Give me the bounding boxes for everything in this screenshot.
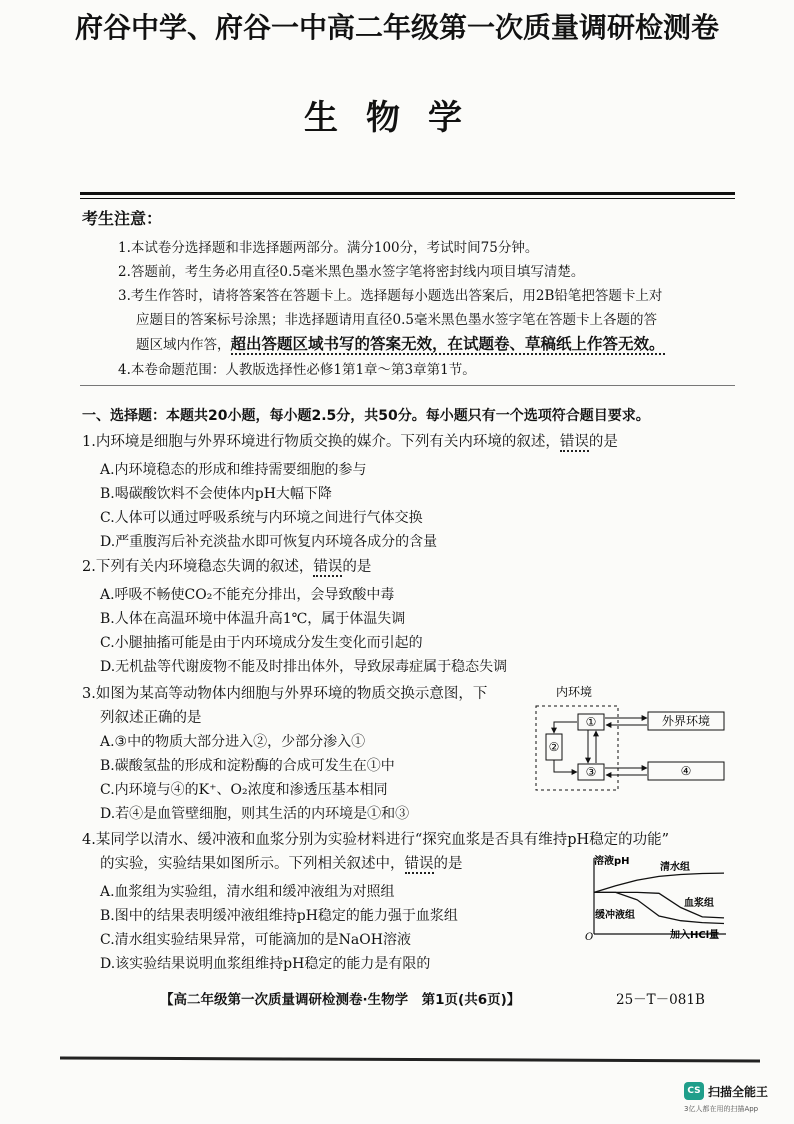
q4-option-d: D.该实验结果说明血浆组维持pH稳定的能力是有限的 <box>100 956 431 972</box>
q4-option-c: C.清水组实验结果异常，可能滴加的是NaOH溶液 <box>100 932 411 948</box>
q4-stem-end: 的是 <box>433 856 463 872</box>
notice-item-4: 4.本卷命题范围：人教版选择性必修1第1章～第3章第1节。 <box>118 362 476 378</box>
y-axis-label: 溶液pH <box>594 856 630 867</box>
q2-option-a: A.呼吸不畅使CO₂不能充分排出，会导致酸中毒 <box>100 587 395 603</box>
q4-stem-1: 4.某同学以清水、缓冲液和血浆分别为实验材料进行“探究血浆是否具有维持pH稳定的功能” <box>82 832 670 848</box>
exam-title: 府谷中学、府谷一中高二年级第一次质量调研检测卷 <box>74 11 719 44</box>
section-heading: 一、选择题：本题共20小题，每小题2.5分，共50分。每小题只有一个选项符合题目要求。 <box>82 408 650 424</box>
q2-stem-text: 2.下列有关内环境稳态失调的叙述， <box>82 559 314 575</box>
q1-stem <box>82 430 618 451</box>
notice-item-2: 2.答题前，考生务必用直径0.5毫米黑色墨水签字笔将密封线内项目填写清楚。 <box>118 264 585 280</box>
q1-stem-end: 的是 <box>588 434 618 450</box>
q4-option-b: B.图中的结果表明缓冲液组维持pH稳定的能力强于血浆组 <box>100 908 458 924</box>
arrow-1-2 <box>554 722 577 733</box>
q1-option-d: D.严重腹泻后补充淡盐水即可恢复内环境各成分的含量 <box>100 534 438 550</box>
q1-emphasis: 错误 <box>559 434 589 450</box>
x-axis-label: 加入HCl量 <box>670 930 720 941</box>
origin-label: O <box>585 932 594 943</box>
q2-option-b: B.人体在高温环境中体温升高1℃，属于体温失调 <box>100 611 406 627</box>
notice-item-3b: 应题目的答案标号涂黑；非选择题请用直径0.5毫米黑色墨水签字笔在答题卡上各题的答 <box>136 312 657 328</box>
footer-title: 【高二年级第一次质量调研检测卷·生物学 第1页(共6页)】 <box>160 992 521 1008</box>
notice-item-3c <box>136 332 665 354</box>
scanner-logo-icon: CS <box>684 1082 704 1100</box>
scanner-brand-name: 扫描全能王 <box>708 1085 769 1099</box>
top-rule-thick <box>80 192 735 195</box>
bottom-scan-edge <box>60 1056 760 1062</box>
arrow-2-3 <box>554 760 577 772</box>
scanner-brand-sub: 3亿人都在用的扫描App <box>684 1105 759 1113</box>
q3-option-a: A.③中的物质大部分进入②，少部分渗入① <box>100 734 366 750</box>
notice-item-1: 1.本试卷分选择题和非选择题两部分。满分100分，考试时间75分钟。 <box>118 240 539 256</box>
q2-emphasis: 错误 <box>313 559 343 575</box>
q3-option-b: B.碳酸氢盐的形成和淀粉酶的合成可发生在①中 <box>100 758 395 774</box>
q2-option-d: D.无机盐等代谢废物不能及时排出体外，导致尿毒症属于稳态失调 <box>100 659 508 675</box>
q2-stem <box>82 555 371 576</box>
q3-option-d: D.若④是血管壁细胞，则其生活的内环境是①和③ <box>100 806 410 822</box>
series-label-plasma: 血浆组 <box>684 898 714 909</box>
footer-code: 25－T－081B <box>616 992 705 1008</box>
series-water-line <box>594 873 724 892</box>
label-4: ④ <box>680 764 692 778</box>
q3-diagram <box>528 682 730 802</box>
q1-option-a: A.内环境稳态的形成和维持需要细胞的参与 <box>100 462 367 478</box>
label-3: ③ <box>585 765 597 779</box>
notice-item-3c-text: 题区域内作答， <box>136 337 231 353</box>
q4-chart <box>584 852 732 944</box>
series-label-buffer: 缓冲液组 <box>595 910 635 921</box>
q2-option-c: C.小腿抽搐可能是由于内环境成分发生变化而引起的 <box>100 635 423 651</box>
notice-emphasis: 超出答题区域书写的答案无效，在试题卷、草稿纸上作答无效。 <box>230 335 665 353</box>
q1-option-b: B.喝碳酸饮料不会使体内pH大幅下降 <box>100 486 332 502</box>
label-2: ② <box>548 740 560 754</box>
series-label-water: 清水组 <box>660 862 690 873</box>
q1-stem-text: 1.内环境是细胞与外界环境进行物质交换的媒介。下列有关内环境的叙述， <box>82 434 560 450</box>
section-divider <box>80 385 735 386</box>
top-rule-thin <box>80 198 735 199</box>
label-1: ① <box>585 715 597 729</box>
notice-item-3: 3.考生作答时，请将答案答在答题卡上。选择题每小题选出答案后，用2B铅笔把答题卡上对 <box>118 288 663 304</box>
env-label: 内环境 <box>556 685 593 699</box>
notice-heading: 考生注意： <box>82 209 163 228</box>
q4-stem-2 <box>100 852 463 873</box>
q4-stem-text: 的实验，实验结果如图所示。下列相关叙述中， <box>100 856 405 872</box>
q3-stem-2: 列叙述正确的是 <box>100 710 202 726</box>
q3-option-c: C.内环境与④的K⁺、O₂浓度和渗透压基本相同 <box>100 782 388 798</box>
q3-stem-1: 3.如图为某高等动物体内细胞与外界环境的物质交换示意图，下 <box>82 686 488 702</box>
label-outside: 外界环境 <box>661 714 711 728</box>
subject-title: 生物学 <box>304 98 490 138</box>
q2-stem-end: 的是 <box>342 559 372 575</box>
q4-emphasis: 错误 <box>404 856 434 872</box>
q1-option-c: C.人体可以通过呼吸系统与内环境之间进行气体交换 <box>100 510 423 526</box>
q4-option-a: A.血浆组为实验组，清水组和缓冲液组为对照组 <box>100 884 395 900</box>
